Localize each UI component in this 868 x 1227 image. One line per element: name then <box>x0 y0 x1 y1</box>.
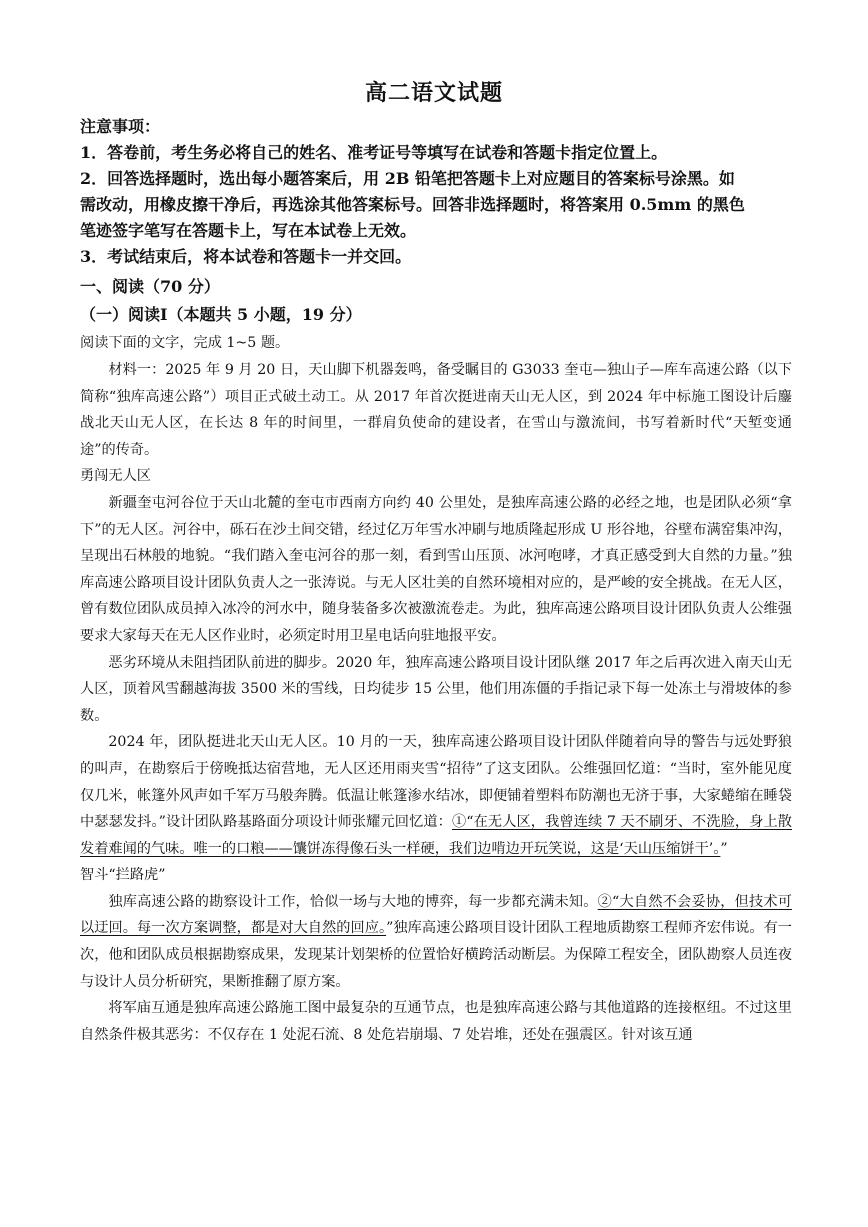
notice-block <box>80 114 800 270</box>
section-heading: 一、阅读（70 分） <box>80 277 220 296</box>
notice-item: 笔迹签字笔写在答题卡上，写在本试卷上无效。 <box>80 221 417 240</box>
article-body <box>80 357 792 1048</box>
notice-item: 2．回答选择题时，选出每小题答案后，用 2B 铅笔把答题卡上对应题目的答案标号涂黑。如 <box>80 169 735 188</box>
paragraph: 将军庙互通是独库高速公路施工图中最复杂的互通节点，也是独库高速公路与其他道路的连接枢纽。不过这里自然条件极其恶劣：不仅存在 1 处泥石流、8 处危岩崩塌、7 处岩堆，还处在强震区。针对该互通 <box>80 1000 792 1043</box>
article-subheading: 勇闯无人区 <box>80 468 151 485</box>
paragraph <box>80 889 792 995</box>
notice-item: 3．考试结束后，将本试卷和答题卡一并交回。 <box>80 247 412 266</box>
article-subheading: 智斗“拦路虎” <box>80 867 166 884</box>
underlined-sentence-1: ①“在无人区，我曾连续 7 天不刷牙、不洗脸，身上散发着难闻的气味。唯一的口粮——馕饼冻得像石头一样硬，我们边啃边开玩笑说，这是‘天山压缩饼干’。 <box>80 814 792 857</box>
notice-heading: 注意事项： <box>80 117 161 136</box>
text-run: 2024 年，团队挺进北天山无人区。10 月的一天，独库高速公路项目设计团队伴随着向导的警告与远处野狼的叫声，在勘察后于傍晚抵达宿营地，无人区还用雨夹雪“招待”了这支团队。公维强回忆道：“当时，室外能见度仅几米，帐篷外风声如千军万马般奔腾。低温让帐篷渗水结冰，即便铺着塑料布防潮也无济于事，大家蜷缩在睡袋中瑟瑟发抖。”设计团队路基路面分项设计师张耀元回忆道： <box>80 734 792 831</box>
text-run: 独库高速公路的勘察设计工作，恰似一场与大地的博弈，每一步都充满未知。 <box>108 893 598 910</box>
paragraph <box>80 729 792 862</box>
paragraph: 新疆奎屯河谷位于天山北麓的奎屯市西南方向约 40 公里处，是独库高速公路的必经之地，也是团队必须“拿下”的无人区。河谷中，砾石在沙土间交错，经过亿万年雪水冲刷与地质隆起形成 U 形谷地，谷壁布满窑集冲沟，呈现出石林般的地貌。“我们踏入奎屯河谷的那一刻，看到雪山压顶、冰河咆哮，才真正感受到大自然的力量。”独库高速公路项目设计团队负责人之一张涛说。与无人区壮美的自然环境相对应的，是严峻的安全挑战。在无人区，曾有数位团队成员掉入冰冷的河水中，随身装备多次被激流卷走。为此，独库高速公路项目设计团队负责人公维强要求大家每天在无人区作业时，必须定时用卫星电话向驻地报平安。 <box>80 494 792 644</box>
underlined-sentence-2: ②“大自然不会妥协，但技术可以迂回。每一次方案调整，都是对大自然的回应。 <box>80 893 792 937</box>
paragraph: 恶劣环境从未阻挡团队前进的脚步。2020 年，独库高速公路项目设计团队继 2017 年之后再次进入南天山无人区，顶着风雪翻越海拔 3500 米的雪线，日均徒步 15 公里，他们用冻僵的手指记录下每一处冻土与滑坡体的参数。 <box>80 654 792 724</box>
paragraph: 材料一：2025 年 9 月 20 日，天山脚下机器轰鸣，备受瞩目的 G3033 奎屯—独山子—库车高速公路（以下简称“独库高速公路”）项目正式破土动工。从 2017 年首次挺进南天山无人区，到 2024 年中标施工图设计后鏖战北天山无人区，在长达 8 年的时间里，一群肩负使命的建设者，在雪山与激流间，书写着新时代“天堑变通途”的传奇。 <box>80 362 792 458</box>
notice-item: 需改动，用橡皮擦干净后，再选涂其他答案标号。回答非选择题时，将答案用 0.5mm 的黑色 <box>80 195 745 214</box>
notice-item: 1．答卷前，考生务必将自己的姓名、准考证号等填写在试卷和答题卡指定位置上。 <box>80 143 668 162</box>
instruction-text: 阅读下面的文字，完成 1~5 题。 <box>80 335 290 351</box>
subsection-heading: （一）阅读Ⅰ（本题共 5 小题，19 分） <box>80 305 362 324</box>
page-title: 高二语文试题 <box>364 80 503 106</box>
text-run: ”独库高速公路项目设计团队工程地质勘察工程师齐宏伟说。有一次，他和团队成员根据勘察成果，发现某计划架桥的位置恰好横跨活动断层。为保障工程安全，团队勘察人员连夜与设计人员分析研究，果断推翻了原方案。 <box>80 920 792 990</box>
text-run: ” <box>720 840 728 857</box>
